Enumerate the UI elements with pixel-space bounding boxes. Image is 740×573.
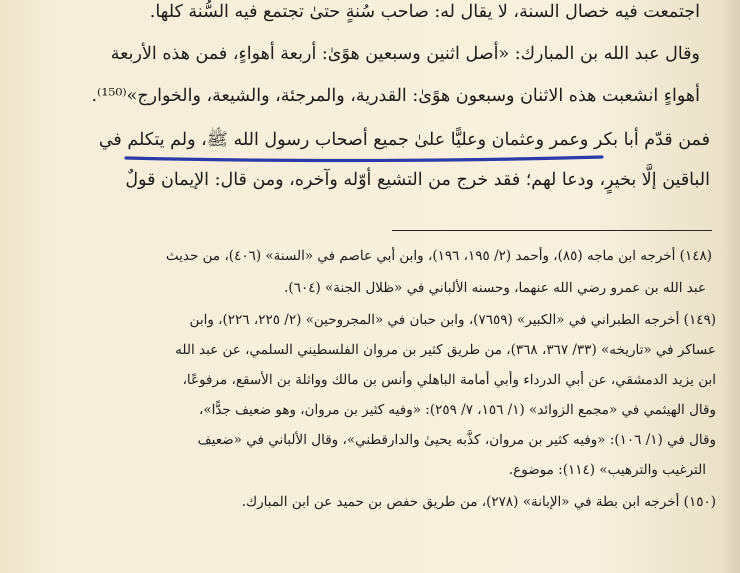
main-text-line-4: فمن قدّم أبا بكر وعمر وعثمان وعليًّا علىٰ جميع أصحاب رسول الله ﷺ، ولم يتكلم في: [98, 130, 710, 150]
footnote-148-line-2: عبد الله بن عمرو رضي الله عنهما، وحسنه الألباني في «ظلال الجنة» (٦٠٤).: [284, 280, 706, 296]
main-text-line-5: الباقين إلَّا بخيرٍ، ودعا لهم؛ فقد خرج من التشيع أوّله وآخره، ومن قال: الإيمان قولٌ: [125, 170, 710, 190]
footnote-separator: [392, 230, 712, 231]
footnote-149-line-6: الترغيب والترهيب» (١١٤): موضوع.: [508, 462, 706, 478]
footnote-149-line-1: (١٤٩) أخرجه الطبراني في «الكبير» (٧٦٥٩)، وابن حبان في «المجروحين» (٢/ ٢٢٥، ٢٢٦)، وابن: [189, 312, 716, 328]
main-text-line-3: أهواءٍ انشعبت هذه الاثنان وسبعون هوًىٰ: القدرية، والمرجئة، والشيعة، والخوارج»⁽¹⁵⁰⁾.: [91, 86, 700, 106]
footnote-149-line-4: وقال الهيثمي في «مجمع الزوائد» (١/ ١٥٦، ٧/ ٢٥٩): «وفيه كثير بن مروان، وهو ضعيف جدًّا»،: [198, 402, 716, 418]
footnote-149-line-5: وقال في (١/ ١٠٦): «وفيه كثير بن مروان، كذَّبه يحيىٰ والدارقطني»، وقال الألباني في «ضعيف: [197, 432, 716, 448]
main-text-line-1: اجتمعت فيه خصال السنة، لا يقال له: صاحب سُنةٍ حتىٰ تجتمع فيه السُّنة كلها.: [149, 2, 700, 22]
footnote-149-line-2: عساكر في «تاريخه» (٣٣/ ٣٦٧، ٣٦٨)، من طريق كثير بن مروان الفلسطيني السلمي، عن عبد الله: [175, 342, 716, 358]
footnote-150: (١٥٠) أخرجه ابن بطة في «الإبانة» (٢٧٨)، من طريق حفص بن حميد عن ابن المبارك.: [241, 494, 716, 510]
page-edge-shadow: [722, 0, 740, 573]
main-text-line-2: وقال عبد الله بن المبارك: «أصل اثنين وسبعين هوًىٰ: أربعة أهواءٍ، فمن هذه الأربعة: [110, 44, 700, 64]
footnote-149-line-3: ابن يزيد الدمشقي، عن أبي الدرداء وأبي أمامة الباهلي وأنس بن مالك وواثلة بن الأسقع، مرفوعًا،: [182, 372, 716, 388]
footnote-148-line-1: (١٤٨) أخرجه ابن ماجه (٨٥)، وأحمد (٢/ ١٩٥، ١٩٦)، وابن أبي عاصم في «السنة» (٤٠٦)، من حديث: [165, 248, 712, 264]
pen-underline: [124, 155, 604, 163]
